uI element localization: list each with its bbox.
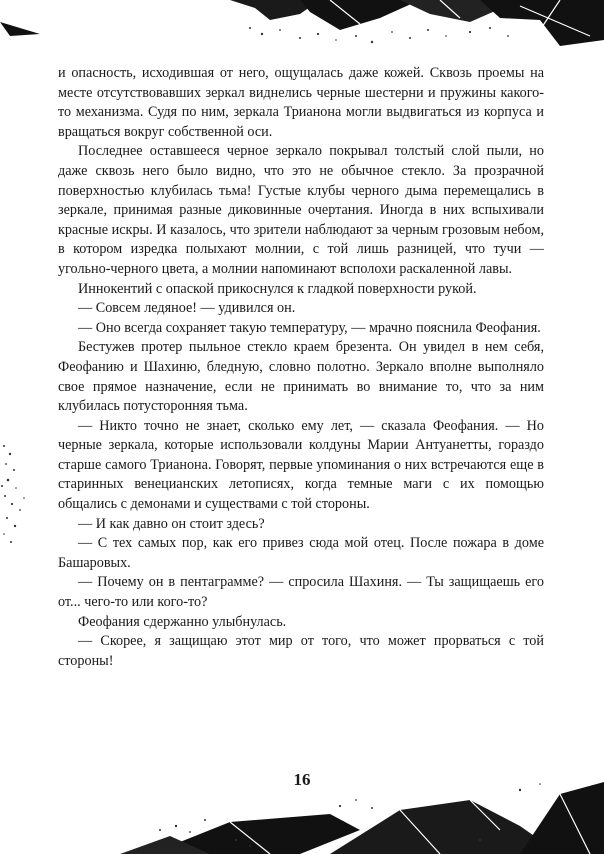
paragraph-2: Последнее оставшееся черное зеркало покрывал толстый слой пыли, но даже сквозь него было видно, что это не обычное стекло. За прозрачной поверхностью клубилась тьма! Густые клубы черного дыма перемещались в зеркале, принимая разные диковинные очертания. Иногда в них вспыхивали красные искры. И казалось, что зрители наблюдают за черным грозовым небом, в котором изредка полыхают молнии, с той лишь разницей, что тучи — угольно-черного цвета, а молнии напоминают всполохи раскаленной лавы. [58, 143, 544, 277]
paragraph-1: и опасность, исходившая от него, ощущалась даже кожей. Сквозь проемы на месте отсутствовавших зеркал виднелись черные шестерни и пружины какого-то механизма. Судя по ним, зеркала Трианона могли выдвигаться из корпуса и вращаться вокруг собственной оси. [58, 65, 544, 140]
paragraph-5: — Оно всегда сохраняет такую температуру, — мрачно пояснила Феофания. [78, 319, 541, 336]
top-decorative-ornament [0, 0, 604, 50]
page-number: 16 [293, 770, 311, 789]
paragraph-4: — Совсем ледяное! — удивился он. [78, 300, 296, 317]
paragraph-10: — Почему он в пентаграмме? — спросила Шахиня. — Ты защищаешь его от... чего-то или кого-то? [58, 574, 544, 611]
paragraph-7: — Никто точно не знает, сколько ему лет, — сказала Феофания. — Но черные зеркала, которые использовали колдуны Марии Антуанетты, гораздо старше самого Трианона. Говорят, первые упоминания о них встречаются еще в старинных венецианских летописях, когда темные маги с их помощью общались с демонами и существами с той стороны. [58, 417, 544, 513]
paragraph-11: Феофания сдержанно улыбнулась. [78, 613, 287, 630]
paragraph-3: Иннокентий с опаской прикоснулся к гладкой поверхности рукой. [78, 280, 477, 297]
paragraph-8: — И как давно он стоит здесь? [78, 515, 265, 532]
paragraph-12: — Скорее, я защищаю этот мир от того, что может прорваться с той стороны! [58, 633, 544, 669]
paragraph-6: Бестужев протер пыльное стекло краем брезента. Он увидел в нем себя, Феофанию и Шахиню, бледную, словно полотно. Зеркало вполне выполняло свое прямое назначение, если не принимать во внимание то, что за ним клубилась потусторонняя тьма. [58, 339, 544, 415]
side-decorative-speckles [0, 440, 36, 550]
paragraph-9: — С тех самых пор, как его привез сюда мой отец. После пожара в доме Башаровых. [58, 535, 544, 571]
page-body [58, 64, 544, 671]
